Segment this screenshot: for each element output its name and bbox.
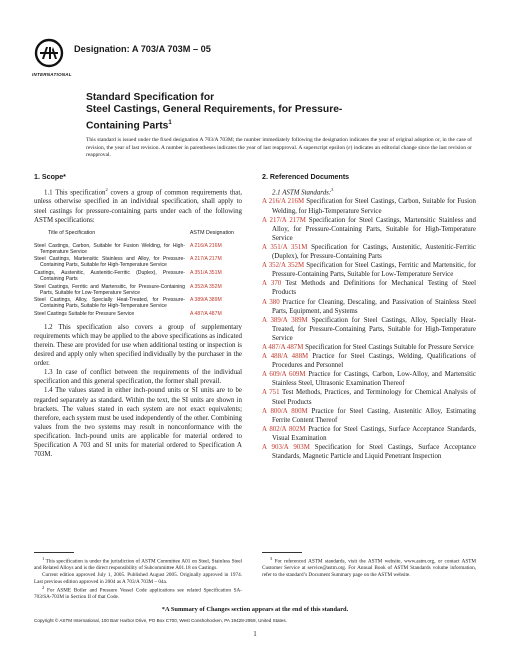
footnote-ref-2: 2	[105, 187, 108, 193]
spec-table-header	[48, 229, 242, 238]
reference-item: A 903/A 903M Specification for Steel Castings, Surface Acceptance Standards, Magnetic Particle and Liquid Penetrant Inspection	[262, 444, 476, 461]
reference-item: A 216/A 216M Specification for Steel Castings, Carbon, Suitable for Fusion Welding, for High-Temperature Service	[262, 198, 476, 215]
reference-item: A 487/A 487M Specification for Steel Castings Suitable for Pressure Service	[262, 343, 474, 351]
scope-paragraph-4: 1.4 The values stated in either inch-pound units or SI units are to be regarded separately as standard. Within the text, the SI units are shown in brackets. The values stated in each system are not exact equivalents; therefore, each system must be used independently of the other. Combining values from the two systems may result in nonconformance with the specification. Inch-pound units are applicable for material ordered to Specification A 703 and SI units for material ordered to Specification A 703M.	[34, 387, 242, 459]
scope-paragraph-3: 1.3 In case of conflict between the requirements of the individual specification and this general specification, the former shall prevail.	[34, 369, 242, 386]
summary-note: *A Summary of Changes section appears at the end of this standard.	[161, 606, 349, 613]
table-row: Castings, Austenitic, Austenitic-Ferritic (Duplex), Pressure-Containing Parts A 351/A 351M	[34, 270, 222, 282]
reference-link[interactable]: A 802/A 802M	[262, 425, 306, 433]
reference-item: A 800/A 800M Practice for Steel Casting, Austenitic Alloy, Estimating Ferrite Content Thereof	[262, 407, 476, 424]
table-row: Steel Castings, Alloy, Specially Heat-Treated, for Pressure-Containing Parts, Suitable for High-Temperature Service A 389/A 389M	[34, 297, 222, 310]
table-row: Steel Castings Suitable for Pressure Service A 487/A 487M	[34, 310, 222, 317]
reference-item: A 389/A 389M Specification for Steel Castings, Alloy, Specially Heat-Treated, for Pressure-Containing Parts, Suitable for High-Temperature Service	[262, 316, 476, 342]
reference-link[interactable]: A 351/A 351M	[262, 243, 308, 251]
reference-link[interactable]: A 217/A 217M	[262, 216, 306, 224]
reference-link[interactable]: A 609/A 609M	[262, 371, 306, 379]
reference-item: A 380 Practice for Cleaning, Descaling, and Passivation of Stainless Steel Parts, Equipment, and Systems	[262, 298, 477, 315]
title-footnote-mark: 1	[168, 119, 172, 126]
scope-paragraph-2: 1.2 This specification also covers a group of supplementary requirements which may be applied to the above specifications as indicated therein. These are provided for use when additional testing or inspection is desired and apply only when specified individually by the purchaser in the order.	[34, 323, 242, 368]
footnotes-left	[34, 552, 242, 601]
reference-item: A 488/A 488M Practice for Steel Castings, Welding, Qualifications of Procedures and Personnel	[262, 353, 476, 370]
references-intro: 2.1 ASTM Standards:$^3$	[272, 187, 334, 197]
title-line-3: Containing Parts	[86, 120, 169, 132]
reference-item: A 217/A 217M Specification for Steel Castings, Martensitic Stainless and Alloy, for Pressure-Containing Parts, Suitable for High-Temperature Service	[262, 216, 476, 242]
footnote-2: $^2$ For ASME Boiler and Pressure Vessel Code applications see related Specification SA-703/SA-703M in Section II of that Code.	[34, 585, 242, 601]
reference-link[interactable]: A 800/A 800M	[262, 407, 308, 415]
reference-item: A 370 Test Methods and Definitions for Mechanical Testing of Steel Products	[262, 280, 476, 297]
footnotes-right	[262, 552, 476, 579]
reference-link[interactable]: A 352/A 352M	[262, 262, 305, 270]
spec-table	[34, 244, 242, 318]
scope-heading: 1. Scope*	[34, 173, 66, 181]
document-title	[86, 92, 466, 133]
designation: Designation: A 703/A 703M – 05	[74, 44, 211, 54]
scope-paragraph-1: 1.1 This specification$^2$ covers a group of common requirements that, unless otherwise specified in an individual specification, shall apply to steel castings for pressure-containing parts under each of the following ASTM specifications:	[34, 187, 243, 224]
reference-link[interactable]: A 370	[262, 280, 282, 288]
table-row: Steel Castings, Ferritic and Martensitic, for Pressure-Containing Parts, Suitable for Low-Temperature Service A 352/A 352M	[34, 283, 222, 296]
reference-link[interactable]: A 389/A 389M	[262, 316, 308, 324]
reference-link[interactable]: A 216/A 216M	[262, 198, 305, 206]
table-title-col: Title of Specification	[48, 229, 96, 236]
references-heading: 2. Referenced Documents	[262, 173, 350, 181]
footnote-3: $^3$ For referenced ASTM standards, visit the ASTM website, www.astm.org, or contact ASTM Customer Service at service@astm.org. For Annual Book of ASTM Standards volume information, refer to the standard’s Document Summary page on the ASTM website.	[262, 556, 476, 578]
left-column	[34, 173, 242, 459]
table-desig-col: ASTM Designation	[189, 229, 234, 236]
footnote-1-current: Current edition approved July 1, 2005. Published August 2005. Originally approved in 1974. Last previous edition approved in 2004 as A 703/A 703M – 04a.	[34, 571, 242, 585]
table-row: Steel Castings, Carbon, Suitable for Fusion Welding, for High-Temperature Service A 216/A 216M	[34, 242, 222, 255]
logo-subtext: INTERNATIONAL	[32, 72, 72, 77]
reference-link[interactable]: A 488/A 488M	[262, 353, 309, 361]
reference-item: A 751 Test Methods, Practices, and Terminology for Chemical Analysis of Steel Products	[262, 389, 476, 406]
footnote-1: $^1$ This specification is under the jurisdiction of ASTM Committee A01 on Steel, Stainless Steel and Related Alloys and is the direct responsibility of Subcommittee A01.18 on Castings.	[34, 556, 242, 572]
footnote-divider	[34, 552, 74, 553]
page-number: 1	[253, 630, 257, 638]
copyright: Copyright © ASTM International, 100 Barr Harbor Drive, PO Box C700, West Conshohocken, PA 19428-2959, United States.	[34, 618, 287, 623]
reference-item: A 609/A 609M Practice for Castings, Carbon, Low-Alloy, and Martensitic Stainless Steel, Ultrasonic Examination Thereof	[262, 371, 476, 388]
right-column	[262, 173, 476, 461]
title-line-1: Standard Specification for	[86, 92, 215, 103]
reference-link[interactable]: A 903/A 903M	[262, 444, 310, 452]
reference-link[interactable]: A 751	[262, 389, 280, 397]
reference-item: A 802/A 802M Practice for Steel Castings, Surface Acceptance Standards, Visual Examination	[262, 425, 476, 442]
footnote-divider	[262, 552, 302, 553]
table-row: Steel Castings, Martensitic Stainless and Alloy, for Pressure-Containing Parts, Suitable for High-Temperature Service A 217/A 217M	[34, 256, 222, 269]
astm-logo	[34, 38, 64, 72]
reference-link[interactable]: A 380	[262, 298, 280, 306]
reference-link[interactable]: A 487/A 487M	[262, 343, 304, 351]
reference-item: A 352/A 352M Specification for Steel Castings, Ferritic and Martensitic, for Pressure-Containing Parts, Suitable for Low-Temperature Service	[262, 262, 476, 279]
reference-item: A 351/A 351M Specification for Castings, Austenitic, Austenitic-Ferritic (Duplex), for Pressure-Containing Parts	[262, 243, 476, 261]
title-line-2: Steel Castings, General Requirements, for Pressure-	[86, 104, 343, 116]
footnote-ref-3: 3	[331, 187, 334, 193]
issued-note: This standard is issued under the fixed designation A 703/A 703M; the number immediately following the designation indicates the year of original adoption or, in the case of revision, the year of last revision. A number in parentheses indicates the year of last reapproval. A superscript epsilon (ε) indicates an editorial change since the last revision or reapproval.	[86, 137, 472, 159]
